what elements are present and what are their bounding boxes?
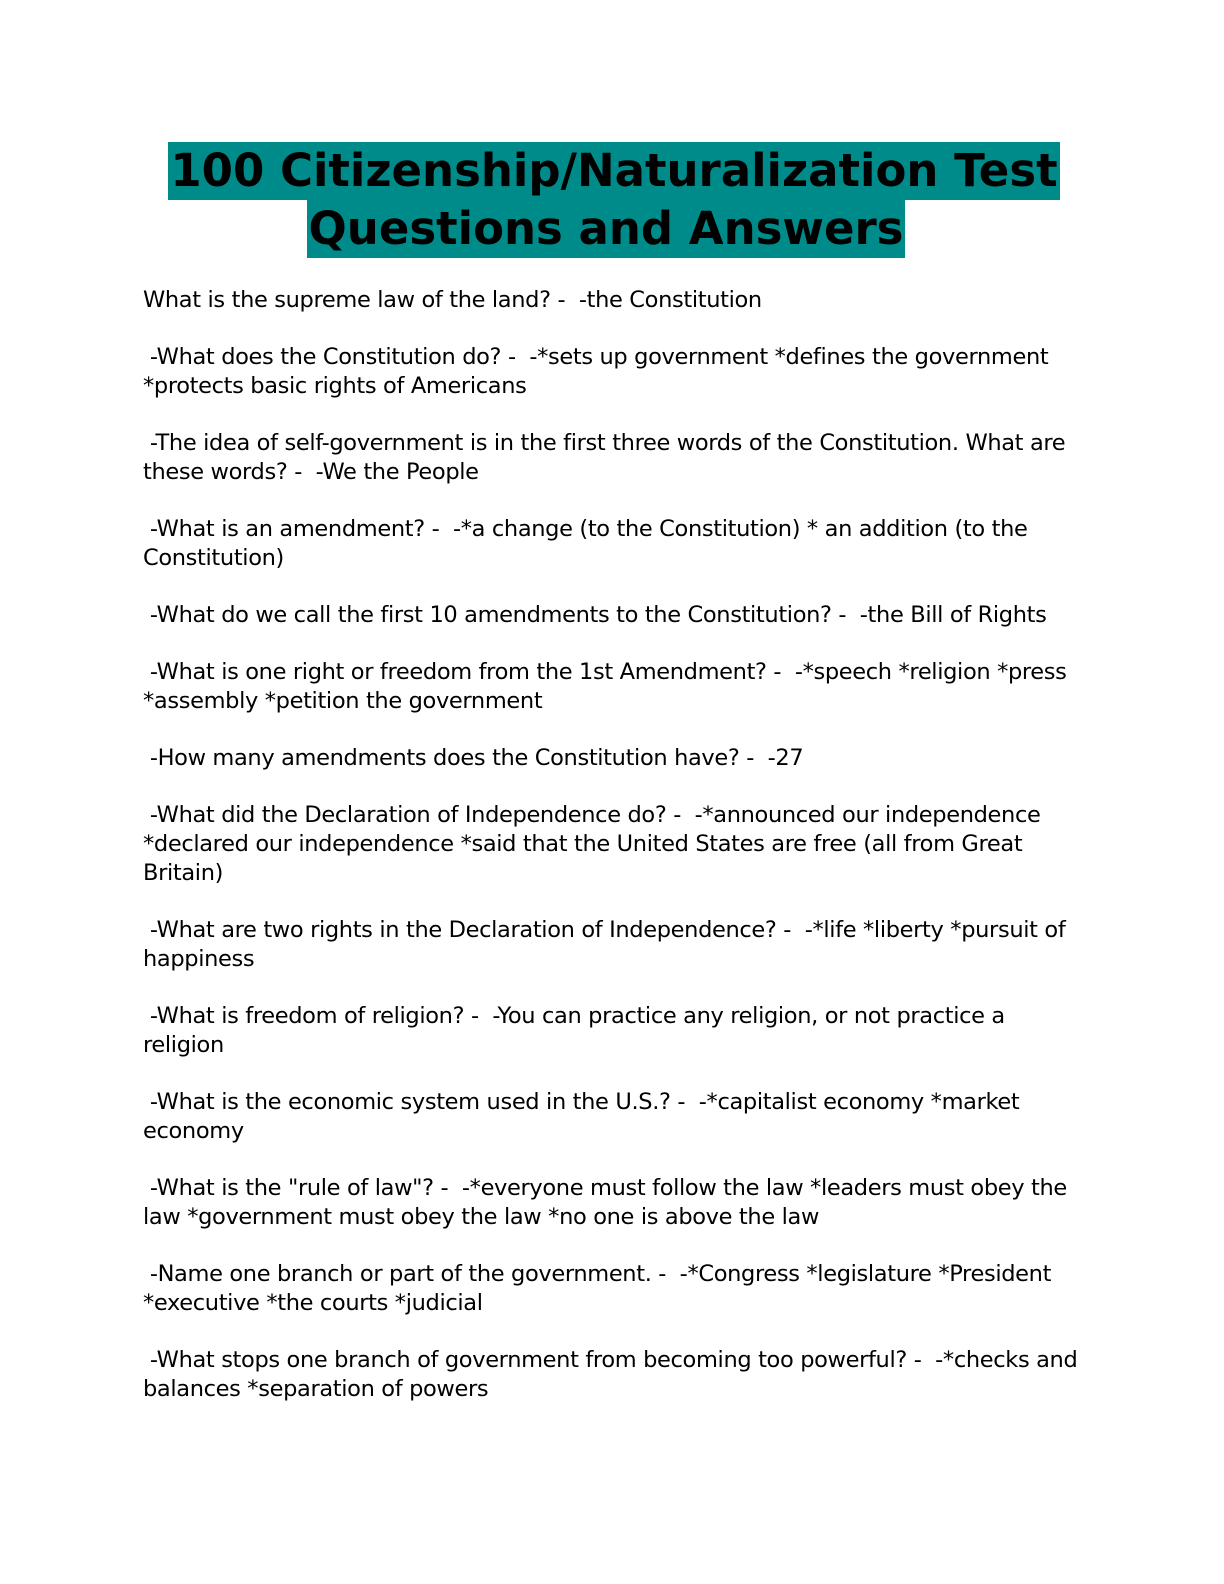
qa-item-6 (143, 658, 1078, 716)
qa-item-8 (143, 801, 1078, 888)
qa-item-4 (143, 515, 1078, 573)
question-text: -What is the economic system used in the U.S.? - (143, 1089, 692, 1115)
question-text: -What do we call the first 10 amendments to the Constitution? - (143, 602, 853, 628)
qa-list (143, 286, 1085, 1432)
qa-item-12 (143, 1174, 1078, 1232)
answer-text: -You can practice any religion, or not practice a religion (143, 1003, 1012, 1058)
answer-text: -*checks and balances *separation of powers (143, 1347, 1085, 1402)
title-line-1: 100 Citizenship/Naturalization Test (168, 142, 1059, 200)
answer-text: -*everyone must follow the law *leaders must obey the law *government must obey the law *no one is above the law (143, 1175, 1074, 1230)
qa-item-2 (143, 343, 1078, 401)
answer-text: -We the People (308, 459, 479, 485)
answer-text: -*announced our independence *declared our independence *said that the United States are free (all from Great Britain) (143, 802, 1048, 886)
question-text: -What stops one branch of government from becoming too powerful? - (143, 1347, 929, 1373)
question-text: -What is one right or freedom from the 1st Amendment? - (143, 659, 789, 685)
answer-text: -*Congress *legislature *President *executive *the courts *judicial (143, 1261, 1058, 1316)
qa-item-10 (143, 1002, 1078, 1060)
qa-item-11 (143, 1088, 1078, 1146)
answer-text: -*speech *religion *press *assembly *petition the government (143, 659, 1074, 714)
qa-item-1 (143, 286, 1078, 315)
qa-item-7 (143, 744, 1078, 773)
question-text: -What is freedom of religion? - (143, 1003, 486, 1029)
qa-item-14 (143, 1346, 1085, 1404)
question-text: -What is the "rule of law"? - (143, 1175, 456, 1201)
answer-text: -*sets up government *defines the government *protects basic rights of Americans (143, 344, 1056, 399)
answer-text: -27 (760, 745, 804, 771)
title-line-2: Questions and Answers (307, 200, 906, 258)
answer-text: -the Constitution (572, 287, 762, 313)
question-text: -What does the Constitution do? - (143, 344, 523, 370)
question-text: -What are two rights in the Declaration of Independence? - (143, 917, 798, 943)
qa-item-9 (143, 916, 1078, 974)
answer-text: -*life *liberty *pursuit of happiness (143, 917, 1073, 972)
question-text: -Name one branch or part of the government. - (143, 1261, 673, 1287)
qa-item-13 (143, 1260, 1078, 1318)
qa-item-5 (143, 601, 1078, 630)
question-text: -What is an amendment? - (143, 516, 447, 542)
document-title (0, 142, 1224, 258)
question-text: -The idea of self-government is in the first three words of the Constitution. What are these words? - (143, 430, 1073, 485)
answer-text: -*capitalist economy *market economy (143, 1089, 1027, 1144)
qa-item-3 (143, 429, 1078, 487)
answer-text: -the Bill of Rights (852, 602, 1047, 628)
question-text: What is the supreme law of the land? - (143, 287, 573, 313)
question-text: -How many amendments does the Constitution have? - (143, 745, 761, 771)
question-text: -What did the Declaration of Independence do? - (143, 802, 688, 828)
answer-text: -*a change (to the Constitution) * an addition (to the Constitution) (143, 516, 1035, 571)
